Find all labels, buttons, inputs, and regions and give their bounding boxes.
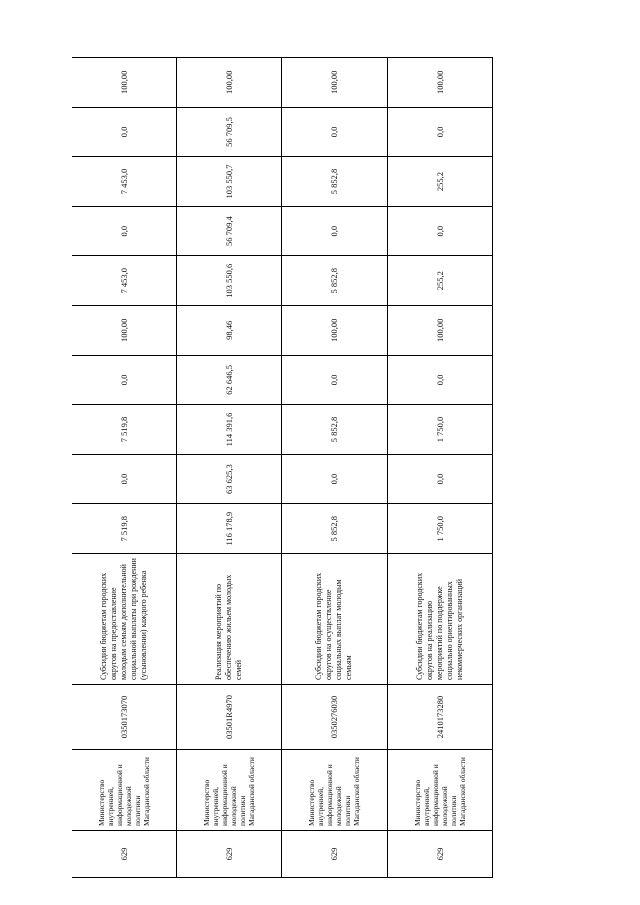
cell-value: 0,0	[72, 206, 176, 256]
cell-code: 629	[282, 831, 387, 878]
cell-value: 0,0	[387, 355, 492, 405]
cell-value: 56 709,5	[176, 107, 281, 157]
cell-value: 255,2	[387, 256, 492, 306]
cell-value: 1 750,0	[387, 504, 492, 554]
table-row	[176, 58, 281, 878]
cell-code: 629	[176, 831, 281, 878]
cell-value: 5 852,8	[282, 157, 387, 207]
cell-value: 7 453,0	[72, 256, 176, 306]
cell-value: 0,0	[72, 107, 176, 157]
cell-value: 7 453,0	[72, 157, 176, 207]
cell-value: 63 625,3	[176, 454, 281, 504]
table-row	[282, 58, 387, 878]
subsidy-table-body	[72, 58, 493, 878]
cell-value: 5 852,8	[282, 405, 387, 455]
cell-value: 100,00	[282, 58, 387, 108]
cell-value: 98,46	[176, 306, 281, 356]
cell-value: 7 519,8	[72, 405, 176, 455]
cell-value: 0,0	[282, 107, 387, 157]
cell-value: 1 750,0	[387, 405, 492, 455]
cell-name: Субсидии бюджетам городских округов на реализацию мероприятий по поддержке социально ориентированных некоммерческих организаций	[387, 554, 492, 685]
cell-name: Реализация мероприятий по обеспечению жильем молодых семей	[176, 554, 281, 685]
cell-value: 114 391,6	[176, 405, 281, 455]
cell-ministry: Министерство внутренней, информационной и молодежной политики Магаданской области	[72, 750, 176, 831]
cell-kbk: 03501R4970	[176, 685, 281, 750]
cell-kbk: 2410173280	[387, 685, 492, 750]
cell-kbk: 0350276030	[282, 685, 387, 750]
subsidy-table	[72, 57, 493, 878]
cell-code: 629	[387, 831, 492, 878]
cell-value: 255,2	[387, 157, 492, 207]
cell-value: 5 852,8	[282, 504, 387, 554]
table-row	[72, 58, 176, 878]
cell-value: 62 646,5	[176, 355, 281, 405]
cell-value: 0,0	[387, 206, 492, 256]
cell-value: 56 709,4	[176, 206, 281, 256]
cell-value: 100,00	[176, 58, 281, 108]
cell-value: 0,0	[282, 206, 387, 256]
cell-value: 0,0	[282, 454, 387, 504]
cell-value: 0,0	[72, 454, 176, 504]
rotated-table-wrapper	[72, 57, 493, 878]
cell-name: Субсидии бюджетам городских округов на осуществление социальных выплат молодым семьям	[282, 554, 387, 685]
rotated-table-area	[72, 57, 493, 878]
cell-value: 100,00	[72, 306, 176, 356]
cell-kbk: 0350173070	[72, 685, 176, 750]
cell-value: 0,0	[72, 355, 176, 405]
table-row	[387, 58, 492, 878]
cell-name: Субсидии бюджетам городских округов на предоставление молодым семьям дополнительной социальной выплаты при рождении (усыновлении) каждого ребенка	[72, 554, 176, 685]
cell-value: 0,0	[282, 355, 387, 405]
cell-value: 5 852,8	[282, 256, 387, 306]
cell-value: 116 178,9	[176, 504, 281, 554]
cell-value: 100,00	[282, 306, 387, 356]
cell-value: 7 519,8	[72, 504, 176, 554]
cell-value: 103 550,7	[176, 157, 281, 207]
cell-value: 100,00	[72, 58, 176, 108]
cell-code: 629	[72, 831, 176, 878]
cell-ministry: Министерство внутренней, информационной и молодежной политики Магаданской области	[387, 750, 492, 831]
cell-value: 100,00	[387, 58, 492, 108]
cell-value: 0,0	[387, 107, 492, 157]
cell-ministry: Министерство внутренней, информационной и молодежной политики Магаданской области	[282, 750, 387, 831]
cell-value: 0,0	[387, 454, 492, 504]
cell-ministry: Министерство внутренней, информационной и молодежной политики Магаданской области	[176, 750, 281, 831]
cell-value: 103 550,6	[176, 256, 281, 306]
cell-value: 100,00	[387, 306, 492, 356]
